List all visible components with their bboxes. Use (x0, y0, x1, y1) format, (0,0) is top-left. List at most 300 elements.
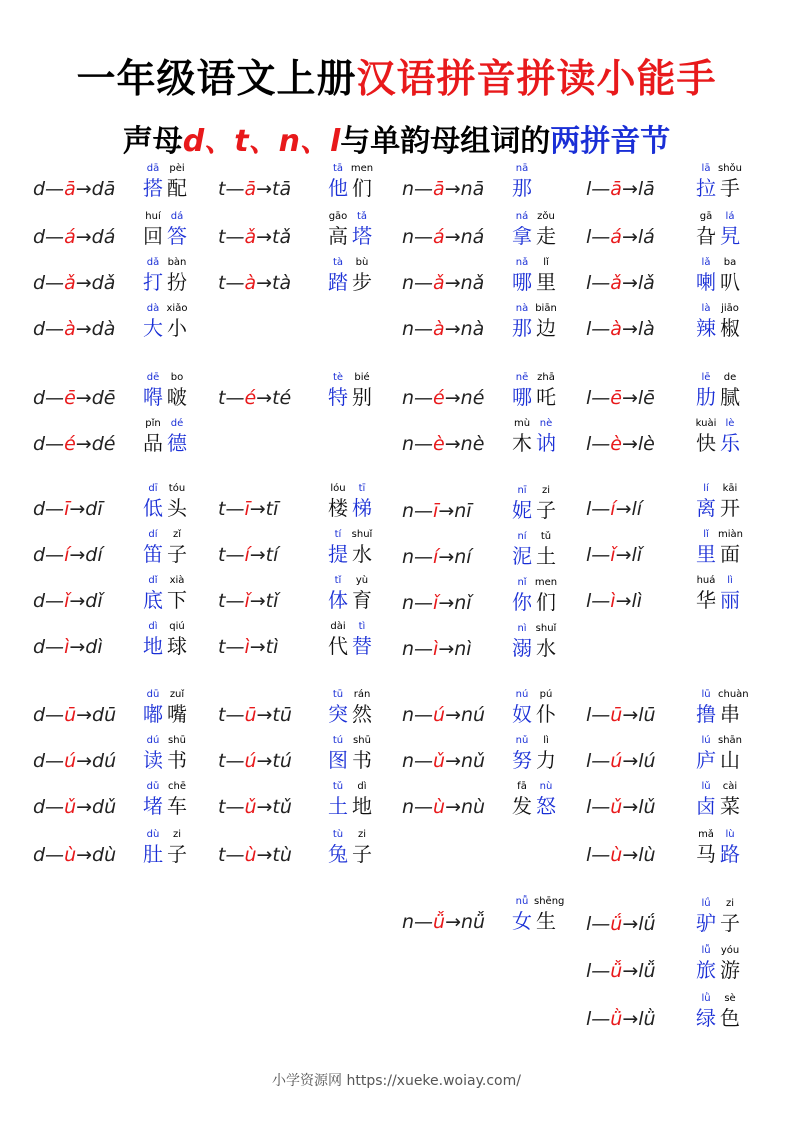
example-word (326, 574, 390, 612)
result-syllable: nà (460, 318, 485, 340)
example-word (326, 210, 390, 248)
final-vowel: á (64, 226, 76, 248)
pinyin-label: shū (353, 735, 371, 746)
final-vowel: ì (244, 636, 250, 658)
hanzi-character: 旯 (720, 224, 740, 248)
syllable-entry-l-lā (586, 160, 776, 200)
spelling-formula (218, 844, 292, 866)
hanzi-character: 大 (143, 316, 163, 340)
spelling-formula (218, 590, 278, 612)
hanzi-character: 搭 (143, 176, 163, 200)
spelling-formula (33, 636, 103, 658)
hanzi-character: 塔 (352, 224, 372, 248)
hanzi-row (694, 224, 758, 248)
example-word (510, 162, 574, 200)
hanzi-row (510, 498, 574, 522)
hanzi-row (141, 316, 205, 340)
result-syllable: tǔ (272, 796, 292, 818)
hanzi-character: 品 (143, 431, 163, 455)
arrow-icon: → (438, 500, 455, 522)
pinyin-label: mǎ (698, 829, 714, 840)
hanzi-character: 书 (352, 748, 372, 772)
syllable-entry-l-lē (586, 369, 776, 409)
hanzi-character: 水 (536, 636, 556, 660)
syllable-entry-t-tù (218, 826, 408, 866)
hanzi-character: 打 (143, 270, 163, 294)
initial-consonant: t— (218, 636, 245, 658)
syllable-entry-l-lì (586, 572, 776, 612)
arrow-icon: → (622, 844, 639, 866)
syllable-entry-d-dá (33, 208, 223, 248)
hanzi-row (510, 385, 574, 409)
hanzi-character: 绿 (696, 1006, 716, 1030)
initial-consonant: t— (218, 226, 245, 248)
example-word (694, 302, 758, 340)
pinyin-label: tǔ (332, 781, 344, 792)
hanzi-character: 怒 (536, 794, 556, 818)
arrow-icon: → (256, 844, 273, 866)
initial-consonant: n— (402, 592, 434, 614)
spelling-formula (402, 226, 484, 248)
hanzi-character: 溺 (512, 636, 532, 660)
example-word (510, 780, 574, 818)
arrow-icon: → (621, 433, 638, 455)
spelling-formula (33, 796, 116, 818)
hanzi-row (141, 385, 205, 409)
result-syllable: ní (454, 546, 472, 568)
result-syllable: lǚ (638, 960, 656, 982)
hanzi-character: 答 (167, 224, 187, 248)
hanzi-character: 头 (167, 496, 187, 520)
syllable-entry-n-nà (402, 300, 592, 340)
hanzi-row (326, 385, 390, 409)
pinyin-row (141, 482, 205, 496)
hanzi-character: 里 (696, 542, 716, 566)
pinyin-label: tí (334, 529, 342, 540)
hanzi-row (326, 176, 390, 200)
result-syllable: tí (265, 544, 279, 566)
syllable-entry-d-dǐ (33, 572, 223, 612)
pinyin-label: pǐn (145, 418, 161, 429)
example-word (510, 417, 574, 455)
spelling-formula (402, 638, 472, 660)
pinyin-label: zi (541, 485, 551, 496)
hanzi-character: 那 (512, 316, 532, 340)
syllable-entry-t-tǔ (218, 778, 408, 818)
pinyin-label: ná (515, 211, 529, 222)
spelling-formula (33, 433, 115, 455)
arrow-icon: → (445, 704, 462, 726)
syllable-entry-l-lǘ (586, 895, 776, 935)
pinyin-row (326, 620, 390, 634)
initial-consonant: t— (218, 178, 245, 200)
example-word (694, 162, 758, 200)
initial-consonant: n— (402, 318, 434, 340)
hanzi-character: 低 (143, 496, 163, 520)
hanzi-row (510, 590, 574, 614)
pinyin-label: tù (332, 829, 344, 840)
pinyin-label: nǚ (515, 896, 529, 907)
arrow-icon: → (256, 272, 273, 294)
result-syllable: dú (92, 750, 117, 772)
pinyin-label: nē (515, 372, 529, 383)
pinyin-label: dū (146, 689, 160, 700)
pinyin-row (510, 688, 574, 702)
hanzi-character: 菜 (720, 794, 740, 818)
example-word (694, 944, 758, 982)
hanzi-row (510, 431, 574, 455)
result-syllable: lā (637, 178, 655, 200)
pinyin-label: shǒu (718, 163, 743, 174)
result-syllable: dē (91, 387, 116, 409)
pinyin-label: lǐ (703, 529, 709, 540)
initial-consonant: l— (586, 498, 611, 520)
pinyin-label: fā (517, 781, 527, 792)
pinyin-label: ní (517, 531, 527, 542)
initial-consonant: n— (402, 272, 434, 294)
pinyin-label: shuǐ (351, 529, 373, 540)
spelling-formula (586, 704, 656, 726)
example-word (141, 528, 205, 566)
result-syllable: là (637, 318, 655, 340)
hanzi-character: 里 (536, 270, 556, 294)
pinyin-label: dé (170, 418, 184, 429)
hanzi-character: 旅 (696, 958, 716, 982)
syllable-entry-l-lǚ (586, 942, 776, 982)
example-word (141, 302, 205, 340)
example-word (141, 371, 205, 409)
pinyin-label: nà (515, 303, 529, 314)
result-syllable: lí (631, 498, 643, 520)
pinyin-row (141, 688, 205, 702)
hanzi-character: 椒 (720, 316, 740, 340)
arrow-icon: → (76, 844, 93, 866)
pinyin-row (510, 371, 574, 385)
hanzi-character: 嘴 (167, 702, 187, 726)
pinyin-label: lù (725, 829, 735, 840)
final-vowel: ā (244, 178, 257, 200)
hanzi-row (694, 842, 758, 866)
final-vowel: í (433, 546, 439, 568)
spelling-formula (218, 226, 291, 248)
spelling-formula (586, 844, 656, 866)
spelling-formula (402, 272, 484, 294)
example-word (510, 688, 574, 726)
hanzi-character: 走 (536, 224, 556, 248)
initial-consonant: d— (33, 796, 65, 818)
hanzi-character: 庐 (696, 748, 716, 772)
final-vowel: ú (433, 704, 446, 726)
syllable-entry-l-lǐ (586, 526, 776, 566)
example-word (510, 622, 574, 660)
result-syllable: dá (91, 226, 116, 248)
pinyin-row (510, 256, 574, 270)
spelling-formula (218, 498, 278, 520)
hanzi-character: 游 (720, 958, 740, 982)
final-vowel: ē (610, 387, 622, 409)
pinyin-label: tà (332, 257, 344, 268)
result-syllable: nǐ (454, 592, 472, 614)
result-syllable: dī (85, 498, 103, 520)
arrow-icon: → (76, 796, 93, 818)
syllable-entry-l-là (586, 300, 776, 340)
initial-consonant: d— (33, 844, 65, 866)
spelling-formula (586, 796, 656, 818)
final-vowel: ū (610, 704, 623, 726)
spelling-formula (586, 960, 656, 982)
pinyin-label: dà (146, 303, 160, 314)
syllable-entry-n-nǐ (402, 574, 592, 614)
pinyin-label: dì (148, 621, 158, 632)
arrow-icon: → (69, 498, 86, 520)
pinyin-label: nù (539, 781, 553, 792)
arrow-icon: → (615, 498, 632, 520)
subtitle-part-1: 声母 (122, 124, 183, 159)
hanzi-character: 高 (328, 224, 348, 248)
pinyin-label: nǎ (515, 257, 529, 268)
spelling-formula (33, 272, 115, 294)
pinyin-row (326, 780, 390, 794)
arrow-icon: → (615, 590, 632, 612)
syllable-entry-d-dà (33, 300, 223, 340)
pinyin-label: tǔ (540, 531, 552, 542)
pinyin-label: lǘ (701, 898, 711, 909)
hanzi-row (694, 431, 758, 455)
hanzi-row (141, 224, 205, 248)
pinyin-label: lú (701, 735, 711, 746)
final-vowel: é (64, 433, 76, 455)
final-vowel: ī (244, 498, 250, 520)
hanzi-character: 努 (512, 748, 532, 772)
pinyin-label: tè (332, 372, 344, 383)
arrow-icon: → (256, 226, 273, 248)
hanzi-character: 面 (720, 542, 740, 566)
syllable-entry-d-dā (33, 160, 223, 200)
pinyin-label: de (723, 372, 737, 383)
hanzi-character: 那 (512, 176, 532, 200)
hanzi-character: 木 (512, 431, 532, 455)
final-vowel: ù (64, 844, 77, 866)
final-vowel: í (64, 544, 70, 566)
pinyin-label: zhā (537, 372, 555, 383)
pinyin-row (141, 210, 205, 224)
hanzi-row (510, 224, 574, 248)
syllable-entry-t-tī (218, 480, 408, 520)
pinyin-label: huí (145, 211, 161, 222)
syllable-entry-d-dī (33, 480, 223, 520)
hanzi-character: 地 (143, 634, 163, 658)
spelling-formula (586, 544, 642, 566)
arrow-icon: → (256, 750, 273, 772)
result-syllable: lǎ (637, 272, 655, 294)
hanzi-character: 德 (167, 431, 187, 455)
hanzi-character: 配 (167, 176, 187, 200)
hanzi-character: 辣 (696, 316, 716, 340)
final-vowel: ǘ (610, 913, 623, 935)
final-vowel: ǎ (610, 272, 622, 294)
final-vowel: à (610, 318, 622, 340)
hanzi-character: 子 (720, 911, 740, 935)
hanzi-character: 路 (720, 842, 740, 866)
pinyin-label: shān (718, 735, 743, 746)
pinyin-label: gāo (328, 211, 348, 222)
hanzi-row (326, 842, 390, 866)
hanzi-row (694, 794, 758, 818)
spelling-formula (586, 590, 642, 612)
pinyin-row (326, 256, 390, 270)
result-syllable: nǎ (460, 272, 485, 294)
initial-consonant: l— (586, 704, 611, 726)
pinyin-label: lē (701, 372, 711, 383)
pinyin-label: zi (725, 898, 735, 909)
pinyin-label: zǐ (172, 529, 182, 540)
pinyin-row (510, 302, 574, 316)
arrow-icon: → (249, 590, 266, 612)
hanzi-row (694, 1006, 758, 1030)
hanzi-character: 驴 (696, 911, 716, 935)
pinyin-label: lá (725, 211, 735, 222)
initial-consonant: n— (402, 226, 434, 248)
final-vowel: ǐ (244, 590, 250, 612)
result-syllable: tà (272, 272, 292, 294)
spelling-formula (402, 592, 472, 614)
arrow-icon: → (69, 544, 86, 566)
result-syllable: lù (638, 844, 656, 866)
example-word (510, 256, 574, 294)
syllable-entry-l-lí (586, 480, 776, 520)
pinyin-row (326, 828, 390, 842)
syllable-entry-t-tì (218, 618, 408, 658)
page-title (0, 48, 793, 104)
syllable-entry-n-né (402, 369, 592, 409)
arrow-icon: → (621, 272, 638, 294)
arrow-icon: → (445, 750, 462, 772)
hanzi-row (326, 634, 390, 658)
arrow-icon: → (444, 318, 461, 340)
final-vowel: ù (433, 796, 446, 818)
example-word (326, 620, 390, 658)
pinyin-row (326, 482, 390, 496)
title-red: 汉语拼音拼读小能手 (356, 57, 717, 102)
pinyin-label: qiú (169, 621, 185, 632)
pinyin-row (694, 992, 758, 1006)
hanzi-row (694, 748, 758, 772)
initial-consonant: l— (586, 750, 611, 772)
pinyin-label: lóu (330, 483, 346, 494)
spelling-formula (218, 272, 291, 294)
final-vowel: ì (433, 638, 439, 660)
initial-consonant: l— (586, 1008, 611, 1030)
pinyin-label: huá (696, 575, 716, 586)
syllable-entry-d-dū (33, 686, 223, 726)
example-word (694, 371, 758, 409)
initial-consonant: t— (218, 544, 245, 566)
hanzi-character: 突 (328, 702, 348, 726)
pinyin-label: dú (146, 735, 160, 746)
spelling-formula (586, 498, 642, 520)
pinyin-label: nī (517, 485, 527, 496)
syllable-entry-n-nú (402, 686, 592, 726)
arrow-icon: → (69, 636, 86, 658)
initial-consonant: d— (33, 498, 65, 520)
final-vowel: ū (244, 704, 257, 726)
hanzi-character: 手 (720, 176, 740, 200)
spelling-formula (33, 178, 115, 200)
pinyin-label: gā (699, 211, 713, 222)
hanzi-character: 生 (536, 909, 556, 933)
hanzi-row (141, 634, 205, 658)
syllable-entry-d-dǎ (33, 254, 223, 294)
pinyin-label: chē (168, 781, 186, 792)
arrow-icon: → (75, 272, 92, 294)
pinyin-label: ba (723, 257, 737, 268)
hanzi-character: 球 (167, 634, 187, 658)
hanzi-character: 提 (328, 542, 348, 566)
final-vowel: ú (244, 750, 257, 772)
hanzi-character: 别 (352, 385, 372, 409)
hanzi-row (326, 224, 390, 248)
initial-consonant: l— (586, 272, 611, 294)
hanzi-character: 女 (512, 909, 532, 933)
arrow-icon: → (249, 498, 266, 520)
spelling-formula (402, 750, 485, 772)
final-vowel: ǔ (244, 796, 257, 818)
example-word (694, 210, 758, 248)
pinyin-row (141, 828, 205, 842)
pinyin-label: men (534, 577, 558, 588)
example-word (510, 371, 574, 409)
hanzi-character: 肋 (696, 385, 716, 409)
hanzi-row (510, 794, 574, 818)
result-syllable: lǔ (638, 796, 656, 818)
final-vowel: è (433, 433, 445, 455)
hanzi-character: 开 (720, 496, 740, 520)
hanzi-character: 地 (352, 794, 372, 818)
footer-source: 小学资源网 https://xueke.woiay.com/ (272, 1073, 521, 1089)
pinyin-label: yù (355, 575, 369, 586)
pinyin-row (694, 734, 758, 748)
example-word (694, 528, 758, 566)
pinyin-row (326, 528, 390, 542)
final-vowel: ú (610, 750, 623, 772)
final-vowel: ī (64, 498, 70, 520)
arrow-icon: → (69, 590, 86, 612)
arrow-icon: → (444, 226, 461, 248)
arrow-icon: → (622, 704, 639, 726)
initial-consonant: d— (33, 704, 65, 726)
arrow-icon: → (256, 178, 273, 200)
hanzi-character: 边 (536, 316, 556, 340)
pinyin-label: lì (727, 575, 733, 586)
hanzi-character: 山 (720, 748, 740, 772)
example-word (694, 256, 758, 294)
final-vowel: à (244, 272, 257, 294)
example-word (510, 302, 574, 340)
hanzi-character: 体 (328, 588, 348, 612)
spelling-formula (402, 387, 484, 409)
final-vowel: ǔ (433, 750, 446, 772)
arrow-icon: → (445, 911, 462, 933)
arrow-icon: → (621, 226, 638, 248)
result-syllable: tū (272, 704, 292, 726)
hanzi-row (694, 588, 758, 612)
initial-consonant: t— (218, 272, 245, 294)
spelling-formula (402, 318, 484, 340)
hanzi-character: 拿 (512, 224, 532, 248)
syllable-entry-d-dù (33, 826, 223, 866)
initial-consonant: l— (586, 318, 611, 340)
hanzi-character: 奴 (512, 702, 532, 726)
